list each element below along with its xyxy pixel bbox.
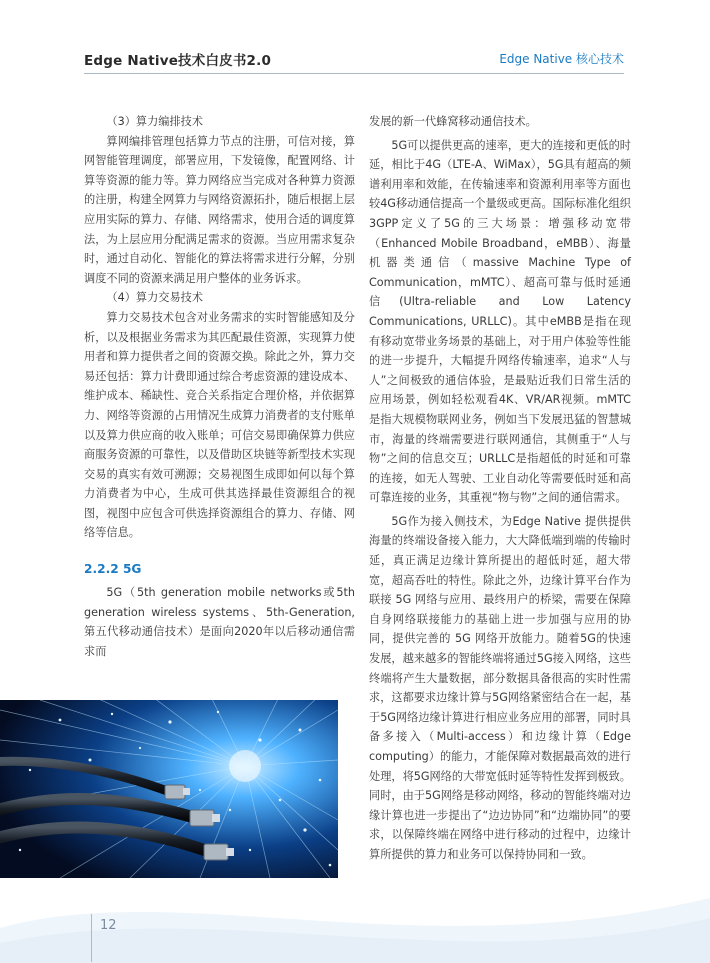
left-column <box>84 112 355 661</box>
header-divider <box>84 73 624 74</box>
subsection-heading-compute-trading: （4）算力交易技术 <box>106 291 204 305</box>
paragraph-5g-intro: 5G（5th generation mobile networks或5th generation wireless systems、5th-Generation, 第五代移动通信技术）是面向2020年以后移动通信需求而 <box>84 586 355 658</box>
footer-wave-decoration <box>0 858 710 963</box>
section-heading-5g: 2.2.2 5G <box>84 562 142 577</box>
network-cables-photo <box>0 700 338 878</box>
paragraph-5g-scenarios: 5G可以提供更高的速率，更大的连接和更低的时延，相比于4G（LTE-A、WiMax），5G具有超高的频谱利用率和效能，在传输速率和资源利用率等方面也较4G移动通信提高一个量级或更高。国际标准化组织3GPP定义了5G的三大场景：增强移动宽带（Enhanced Mobile Broadband，eMBB）、海量机器类通信（massive Machine Type of Communication，mMTC）、超高可靠与低时延通信(Ultra-reliable and Low Latency Communications, URLLC)。其中eMBB是指在现有移动宽带业务场景的基础上，对于用户体验等性能的进一步提升，大幅提升网络传输速率，追求“人与人”之间极致的通信体验，是最贴近我们日常生活的应用场景，例如轻松观看4K、VR/AR视频。mMTC是指大规模物联网业务，例如当下发展迅猛的智慧城市，海量的终端需要进行联网通信，其侧重于“人与物”之间的信息交互；URLLC是指超低的时延和可靠的连接，如无人驾驶、工业自动化等需要低时延和高可靠连接的业务，其重视“物与物”之间的通信需求。 <box>369 138 631 505</box>
document-title: Edge Native技术白皮书2.0 <box>84 53 272 69</box>
page-number: 12 <box>91 918 117 933</box>
paragraph-5g-edge-native: 5G作为接入侧技术，为Edge Native 提供提供海量的终端设备接入能力，大大降低端到端的传输时延，真正满足边缘计算所提出的超低时延，超大带宽，超高吞吐的特性。除此之外，边缘计算平台作为联接 5G 网络与应用、最终用户的桥梁，需要在保障自身网络联接能力的基础上进一步加强与应用的协同，提供完善的 5G 网络开放能力。随着5G的快速发展，越来越多的智能终端将通过5G接入网络，这些终端将产生大量数据，部分数据具备很高的实时性需求，这都要求边缘计算与5G网络紧密结合在一起，基于5G网络边缘计算进行相应业务应用的部署，同时具备多接入（Multi-access）和边缘计算（Edge computing）的能力，才能保障对数据最高效的进行处理，将5G网络的大带宽低时延等特性发挥到极致。同时，由于5G网络是移动网络，移动的智能终端对边缘计算也进一步提出了“边边协同”和“边端协同”的要求，以保障终端在网络中进行移动的过程中，边缘计算所提供的算力和业务可以保持协同和一致。 <box>369 514 631 861</box>
paragraph-5g-intro-continued: 发展的新一代蜂窝移动通信技术。 <box>369 115 537 128</box>
paragraph-compute-orchestration: 算网编排管理包括算力节点的注册，可信对接，算网智能管理调度，部署应用，下发镜像，配置网络、计算等资源的能力等。算力网络应当完成对各种算力资源的注册，构建全网算力与网络资源拓扑，随后根据上层应用实际的算力、存储、网络需求，使用合适的调度算法，为上层应用分配满足需求的资源。当应用需求复杂时，通过自动化、智能化的算法将需求进行分解，分别调度不同的资源来满足用户整体的业务诉求。 <box>84 134 355 285</box>
chapter-title: Edge Native 核心技术 <box>499 52 624 66</box>
right-column <box>369 112 631 865</box>
subsection-heading-compute-orchestration: （3）算力编排技术 <box>106 115 204 128</box>
paragraph-compute-trading: 算力交易技术包含对业务需求的实时智能感知及分析，以及根据业务需求为其匹配最佳资源，实现算力使用者和算力提供者之间的资源交换。除此之外，算力交易还包括：算力计费即通过综合考虑资源的建设成本、维护成本、稀缺性、竞合关系指定合理价格，并依据算力、网络等资源的占用情况生成算力消费者的支付账单以及算力供应商的收入账单；可信交易即确保算力供应商服务资源的可靠性，以及借助区块链等新型技术实现交易的真实有效可溯源；交易视图生成即如何以每个算力消费者为中心，生成可供其选择最佳资源组合的视图，视图中应包含可供选择资源组合的算力、存储、网络等信息。 <box>84 310 355 540</box>
